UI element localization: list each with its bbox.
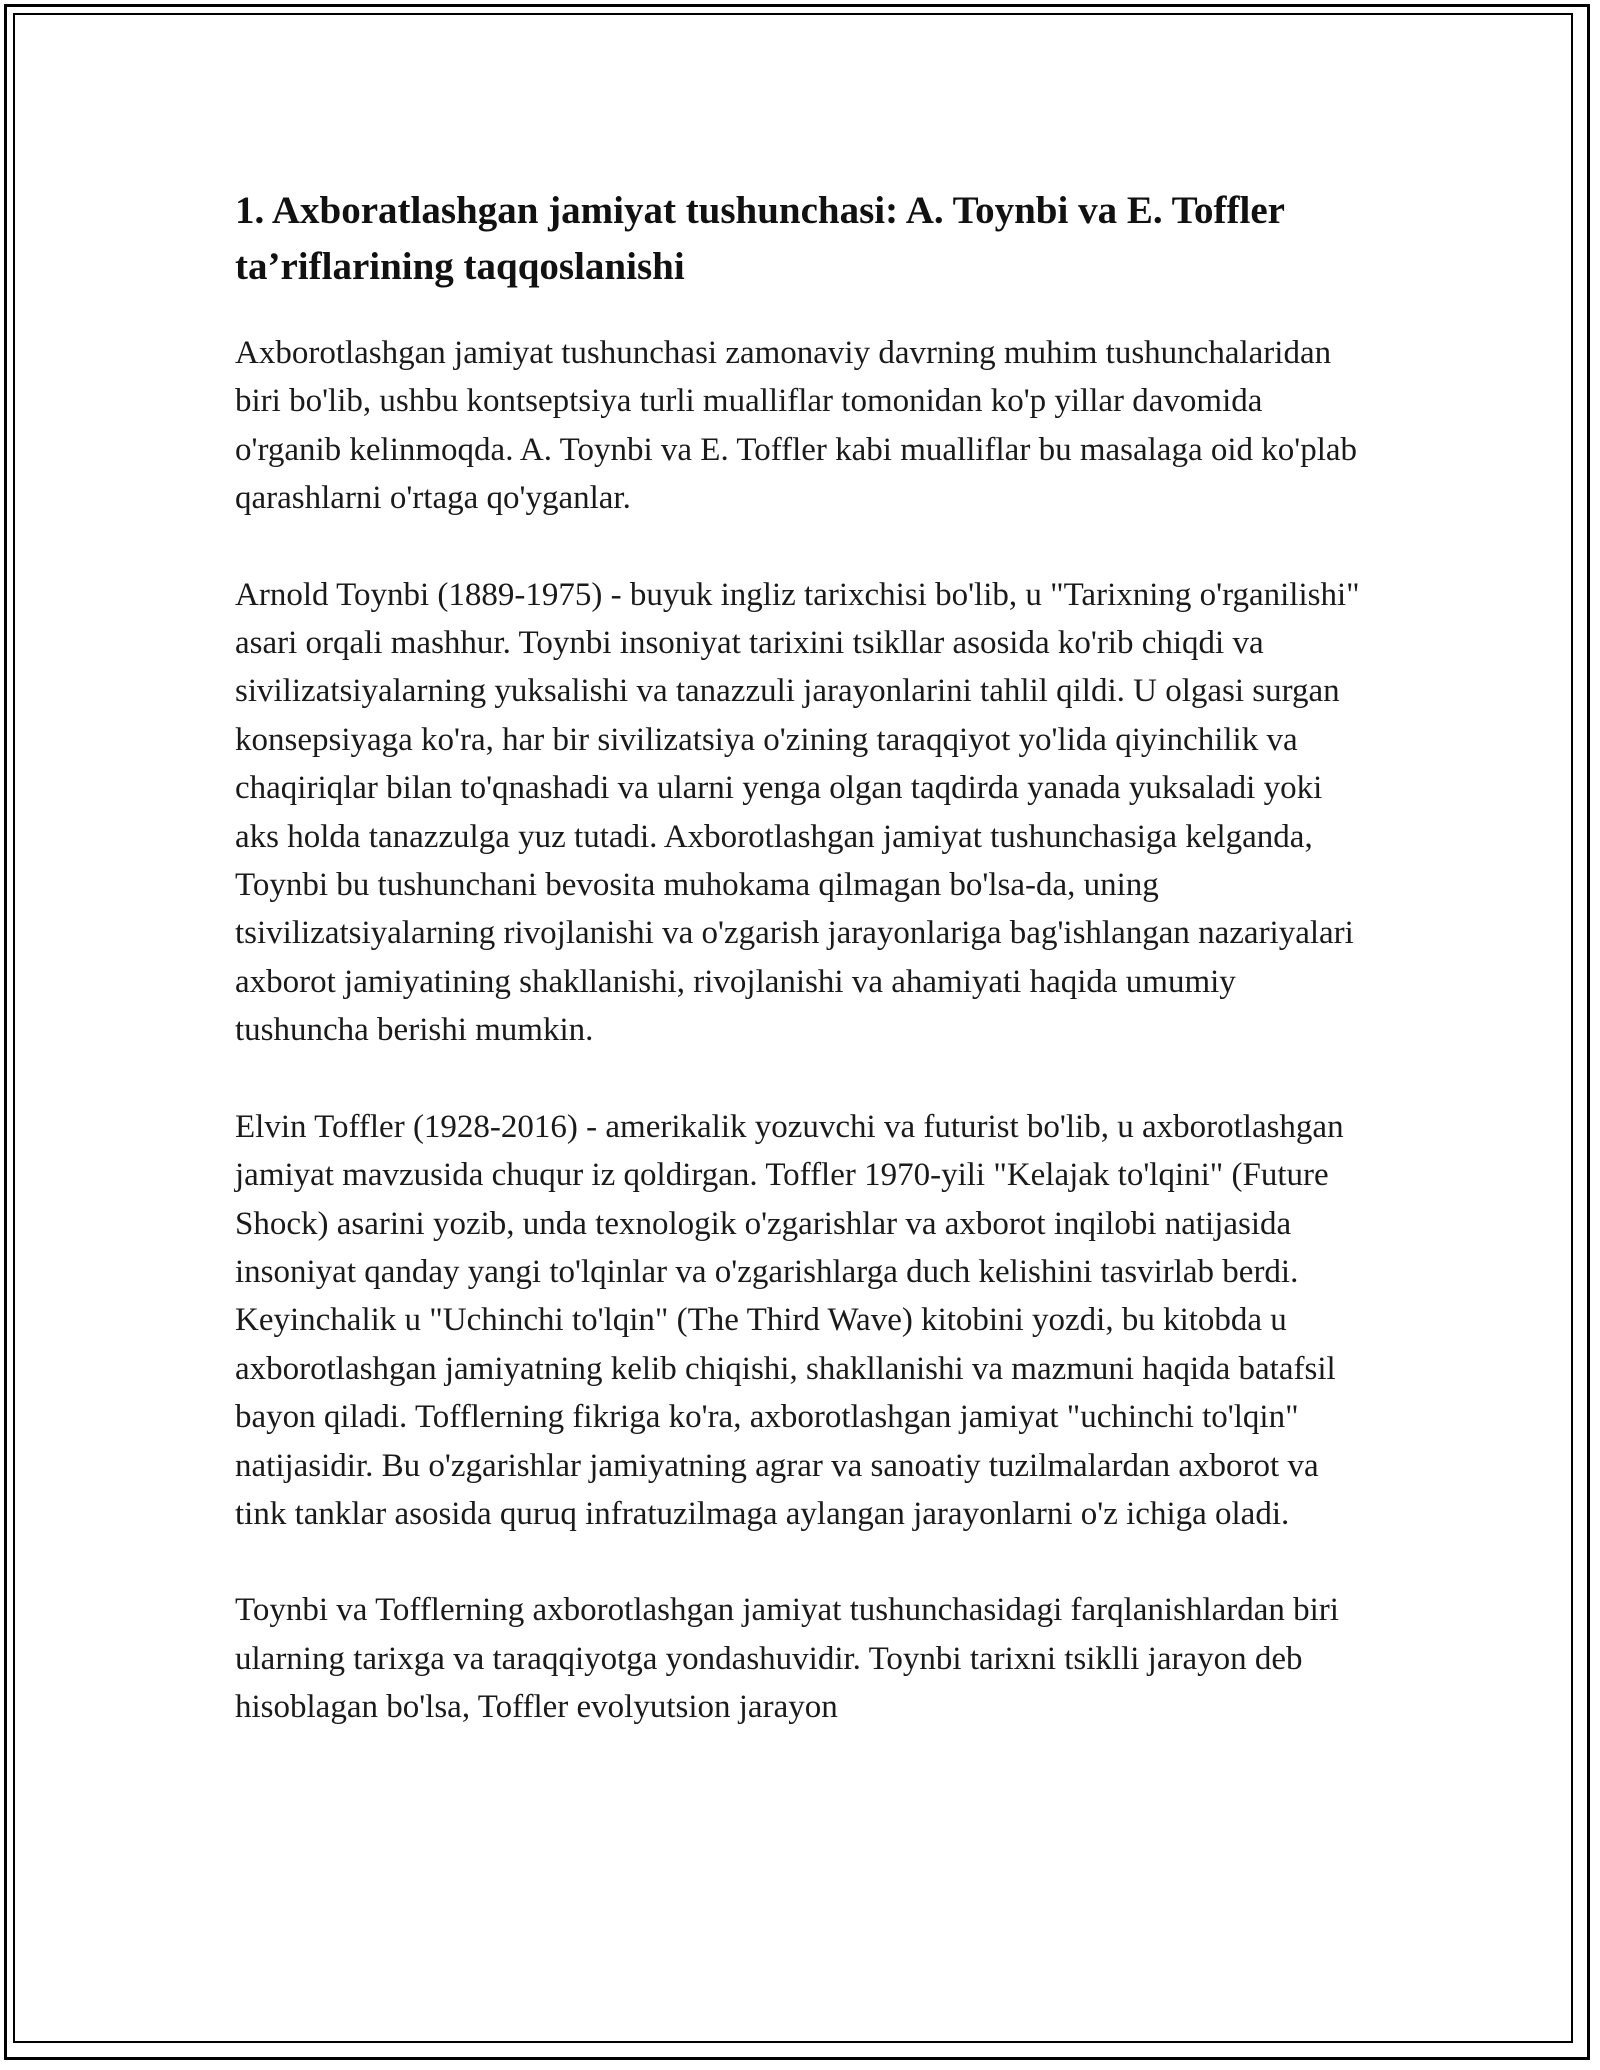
paragraph-toynbi: Arnold Toynbi (1889-1975) - buyuk ingliz tarixchisi bo'lib, u "Tarixning o'rganilishi" asari orqali mashhur. Toynbi insoniyat tarixini tsikllar asosida ko'rib chiqdi va sivilizatsiyalarning yuksalishi va tanazzuli jarayonlarini tahlil qildi. U olgasi surgan konsepsiyaga ko'ra, har bir sivilizatsiya o'zining taraqqiyot yo'lida qiyinchilik va chaqiriqlar bilan to'qnashadi va ularni yenga olgan taqdirda yanada yuksaladi yoki aks holda tanazzulga yuz tutadi. Axborotlashgan jamiyat tushunchasiga kelganda, Toynbi bu tushunchani bevosita muhokama qilmagan bo'lsa-da, uning tsivilizatsiyalarning rivojlanishi va o'zgarish jarayonlariga bag'ishlangan nazariyalari axborot jamiyatining shakllanishi, rivojlanishi va ahamiyati haqida umumiy tushuncha berishi mumkin. [235, 576, 1360, 1049]
paragraph-comparison: Toynbi va Tofflerning axborotlashgan jamiyat tushunchasidagi farqlanishlardan biri ularning tarixga va taraqqiyotga yondashuvidir. Toynbi tarixni tsiklli jarayon deb hisoblagan bo'lsa, Toffler evolyutsion jarayon [235, 1592, 1339, 1726]
document-body [235, 183, 1370, 1780]
document-title: 1. Axboratlashgan jamiyat tushunchasi: A. Toynbi va E. Toffler ta’riflarining taqqoslanishi [235, 189, 1285, 288]
paragraph-toffler: Elvin Toffler (1928-2016) - amerikalik yozuvchi va futurist bo'lib, u axborotlashgan jamiyat mavzusida chuqur iz qoldirgan. Toffler 1970-yili "Kelajak to'lqini" (Future Shock) asarini yozib, unda texnologik o'zgarishlar va axborot inqilobi natijasida insoniyat qanday yangi to'lqinlar va o'zgarishlarga duch kelishini tasvirlab berdi. Keyinchalik u "Uchinchi to'lqin" (The Third Wave) kitobini yozdi, bu kitobda u axborotlashgan jamiyatning kelib chiqishi, shakllanishi va mazmuni haqida batafsil bayon qiladi. Tofflerning fikriga ko'ra, axborotlashgan jamiyat "uchinchi to'lqin" natijasidir. Bu o'zgarishlar jamiyatning agrar va sanoatiy tuzilmalardan axborot va tink tanklar asosida quruq infratuzilmaga aylangan jarayonlarni o'z ichiga oladi. [235, 1108, 1344, 1532]
paragraph-intro: Axborotlashgan jamiyat tushunchasi zamonaviy davrning muhim tushunchalaridan biri bo'lib, ushbu kontseptsiya turli mualliflar tomonidan ko'p yillar davomida o'rganib kelinmoqda. A. Toynbi va E. Toffler kabi mualliflar bu masalaga oid ko'plab qarashlarni o'rtaga qo'yganlar. [235, 335, 1358, 517]
